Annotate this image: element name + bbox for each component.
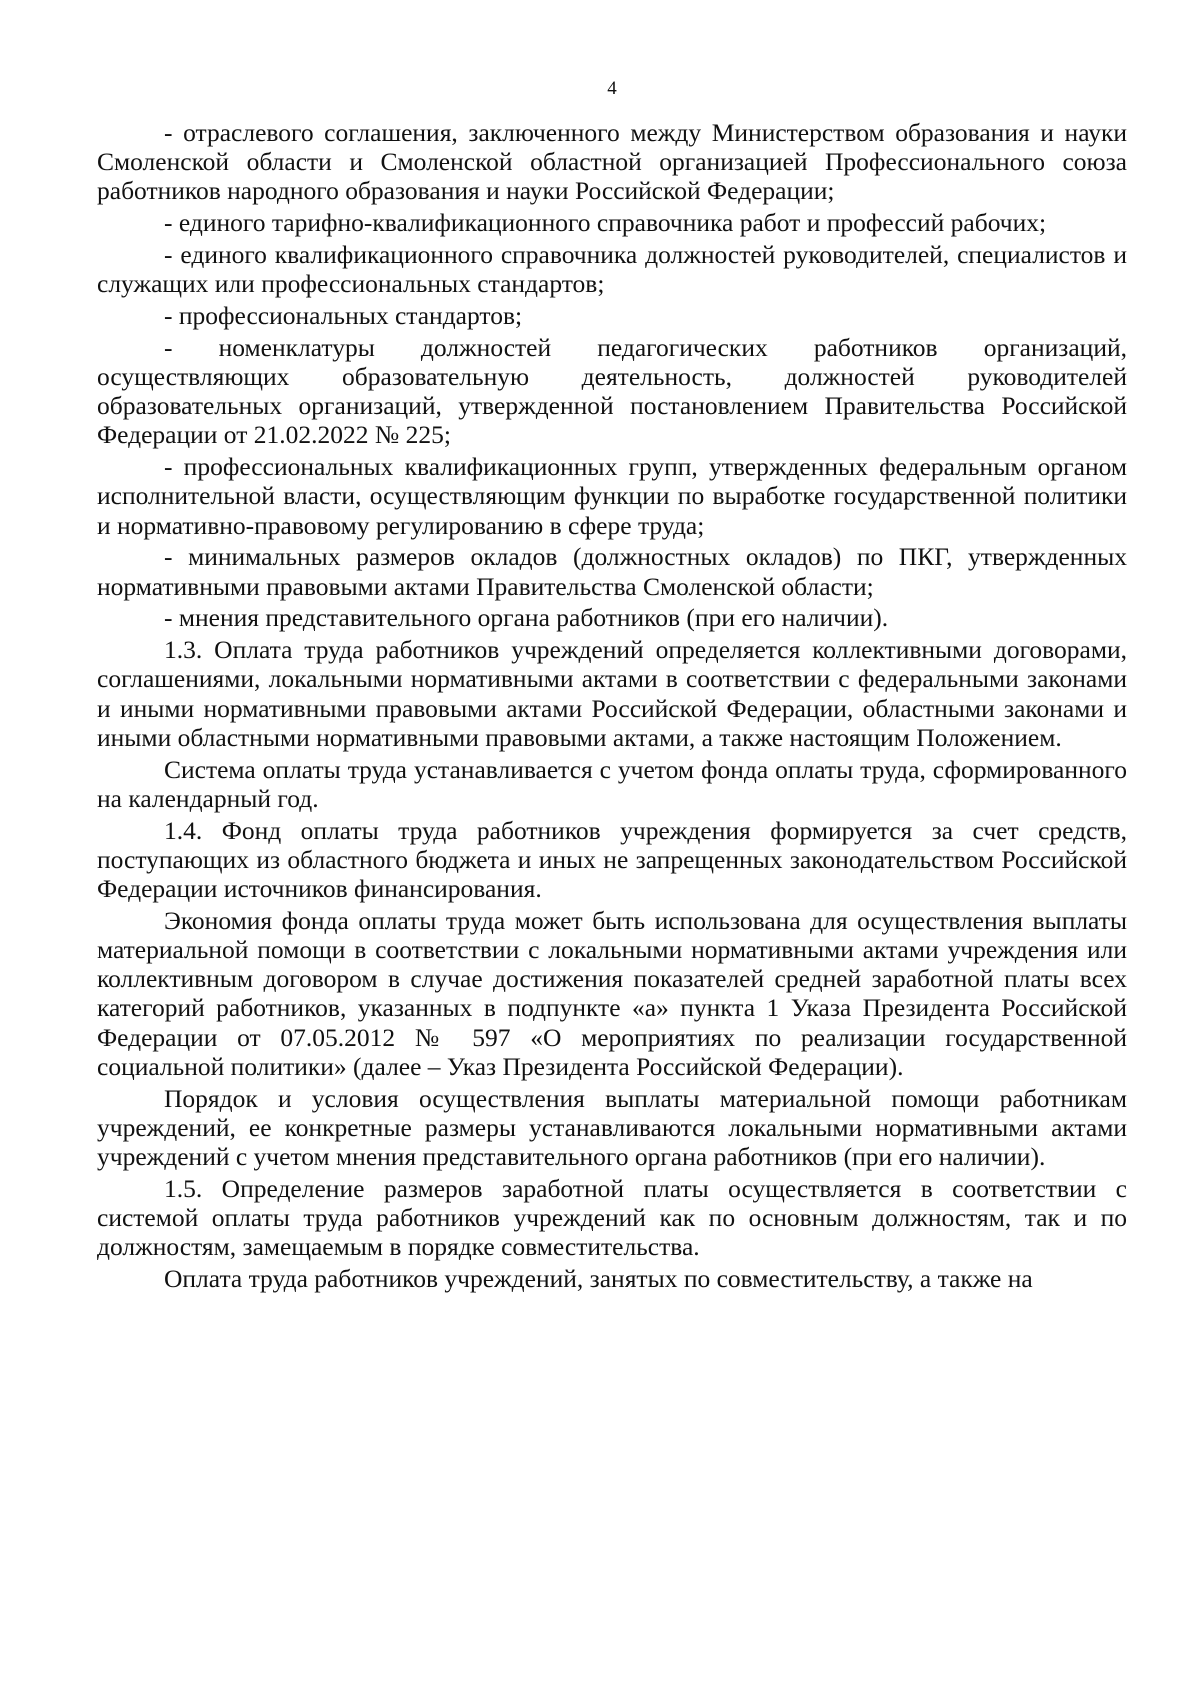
paragraph-tariff-handbook: - единого тарифно-квалификационного справочника работ и профессий рабочих;: [164, 208, 1047, 238]
paragraph-fund-savings: Экономия фонда оплаты труда может быть использована для осуществления выплаты материальной помощи в соответствии с локальными нормативными актами учреждения или коллективным договором в случае достижения показателей средней заработной платы всех категорий работников, указанных в подпункте «а» пункта 1 Указа Президента Российской Федерации от 07.05.2012 № 597 «О мероприятиях по реализации государственной социальной политики» (далее – Указ Президента Российской Федерации).: [97, 905, 1127, 1081]
paragraph-pay-system: Система оплаты труда устанавливается с учетом фонда оплаты труда, сформированного на календарный год.: [97, 754, 1127, 813]
paragraph-qualification-handbook: - единого квалификационного справочника должностей руководителей, специалистов и служащих или профессиональных стандартов;: [97, 240, 1127, 299]
paragraph-representative-opinion: - мнения представительного органа работников (при его наличии).: [164, 603, 889, 633]
document-body: [97, 118, 1127, 1296]
paragraph-industry-agreement: - отраслевого соглашения, заключенного между Министерством образования и науки Смоленской области и Смоленской областной организацией Профессионального союза работников народного образования и науки Российской Федерации;: [97, 118, 1127, 206]
paragraph-part-time-pay: Оплата труда работников учреждений, занятых по совместительству, а также на: [164, 1264, 1033, 1294]
paragraph-minimum-salaries: - минимальных размеров окладов (должностных окладов) по ПКГ, утвержденных нормативными правовыми актами Правительства Смоленской области;: [97, 542, 1127, 601]
paragraph-section-1-3: 1.3. Оплата труда работников учреждений определяется коллективными договорами, соглашениями, локальными нормативными актами в соответствии с федеральными законами и иными нормативными правовыми актами Российской Федерации, областными законами и иными областными нормативными правовыми актами, а также настоящим Положением.: [97, 635, 1127, 752]
page-number: 4: [607, 78, 617, 99]
paragraph-qualification-groups: - профессиональных квалификационных групп, утвержденных федеральным органом исполнительной власти, осуществляющим функции по выработке государственной политики и нормативно-правовому регулированию в сфере труда;: [97, 452, 1127, 540]
paragraph-section-1-5: 1.5. Определение размеров заработной платы осуществляется в соответствии с системой оплаты труда работников учреждений как по основным должностям, так и по должностям, замещаемым в порядке совместительства.: [97, 1173, 1127, 1262]
paragraph-section-1-4: 1.4. Фонд оплаты труда работников учреждения формируется за счет средств, поступающих из областного бюджета и иных не запрещенных законодательством Российской Федерации источников финансирования.: [97, 815, 1127, 904]
document-page: [97, 0, 1127, 1697]
paragraph-positions-nomenclature: - номенклатуры должностей педагогических работников организаций, осуществляющих образовательную деятельность, должностей руководителей образовательных организаций, утвержденной постановлением Правительства Российской Федерации от 21.02.2022 № 225;: [97, 332, 1127, 450]
paragraph-material-aid-procedure: Порядок и условия осуществления выплаты материальной помощи работникам учреждений, ее конкретные размеры устанавливаются локальными нормативными актами учреждений с учетом мнения представительного органа работников (при его наличии).: [97, 1083, 1127, 1172]
paragraph-professional-standards: - профессиональных стандартов;: [164, 301, 523, 330]
